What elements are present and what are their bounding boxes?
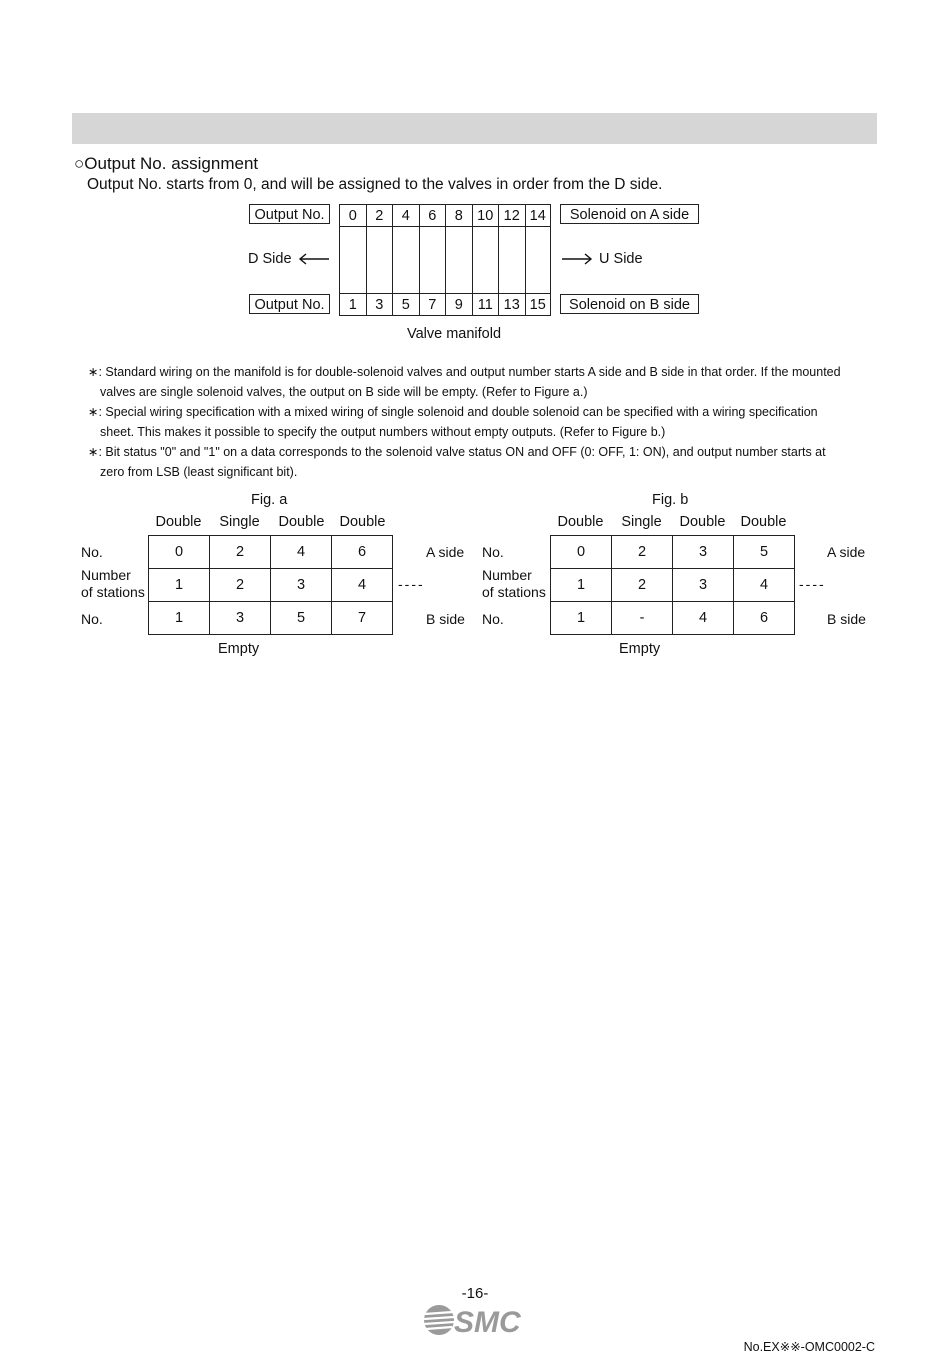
manifold-column [419, 204, 446, 316]
section-heading: ○Output No. assignment [74, 154, 259, 173]
smc-logo [422, 1303, 532, 1342]
manifold-output-a: 12 [499, 205, 525, 227]
fig-b-a-side: A side [827, 544, 866, 560]
manifold-output-b: 5 [393, 293, 419, 315]
fig-b-table [550, 535, 795, 635]
fig-a-s-2: 2 [210, 569, 271, 602]
page-number: -16- [461, 1285, 489, 1302]
fig-b-empty: Empty [619, 641, 661, 657]
manifold-column [366, 204, 393, 316]
fig-a-row-stations-2: of stations [81, 584, 145, 600]
fig-a-a-4: 6 [332, 536, 393, 569]
fig-a-b-3: 5 [271, 602, 332, 635]
note-1-line2: valves are single solenoid valves, the output on B side will be empty. (Refer to Figure a.) [100, 385, 588, 399]
fig-a-a-3: 4 [271, 536, 332, 569]
header-bar [72, 113, 877, 144]
fig-b-row-no-a: No. [482, 544, 504, 560]
fig-a-row-stations-1: Number [81, 567, 131, 583]
note-2-line1: ∗: Special wiring specification with a mixed wiring of single solenoid and double solenoid can be specified with a wiring specification [88, 405, 818, 419]
fig-b-row-stations [482, 567, 546, 601]
fig-b-row-stations-2: of stations [482, 584, 546, 600]
fig-b-type-4: Double [740, 514, 787, 530]
u-side-label [561, 251, 643, 267]
fig-a-b-4: 7 [332, 602, 393, 635]
fig-b-s-3: 3 [673, 569, 734, 602]
note-3 [88, 442, 878, 482]
output-label-top: Output No. [249, 204, 330, 224]
arrow-right-icon [561, 253, 593, 265]
note-1 [88, 362, 878, 402]
smc-logo-icon [422, 1303, 532, 1337]
document-number: No.EX※※-OMC0002-C [743, 1340, 875, 1354]
fig-b-row-stations-cells [551, 569, 795, 602]
manifold-output-a: 8 [446, 205, 472, 227]
manifold-output-b: 1 [340, 293, 366, 315]
d-side-text: D Side [248, 251, 292, 267]
fig-b-b-4: 6 [734, 602, 795, 635]
manifold-output-a: 4 [393, 205, 419, 227]
fig-b-s-1: 1 [551, 569, 612, 602]
fig-b-dashes: ---- [799, 576, 826, 592]
solenoid-b-label: Solenoid on B side [560, 294, 699, 314]
solenoid-a-label: Solenoid on A side [560, 204, 699, 224]
output-label-bottom: Output No. [249, 294, 330, 314]
fig-a-b-1: 1 [149, 602, 210, 635]
manifold-output-a: 6 [420, 205, 446, 227]
fig-a-s-3: 3 [271, 569, 332, 602]
fig-b-b-side: B side [827, 611, 866, 627]
smc-logo-text: SMC [454, 1306, 521, 1337]
note-2 [88, 402, 878, 442]
fig-b-b-2: - [612, 602, 673, 635]
d-side-label [248, 251, 330, 267]
fig-b-title: Fig. b [652, 492, 689, 508]
fig-a-b-2: 3 [210, 602, 271, 635]
u-side-text: U Side [599, 251, 643, 267]
fig-a-row-a [149, 536, 393, 569]
fig-a-a-2: 2 [210, 536, 271, 569]
note-3-line2: zero from LSB (least significant bit). [100, 465, 298, 479]
fig-a-s-1: 1 [149, 569, 210, 602]
fig-a-table [148, 535, 393, 635]
fig-b-b-1: 1 [551, 602, 612, 635]
fig-a-dashes: ---- [398, 576, 425, 592]
manifold-output-a: 14 [526, 205, 551, 227]
manifold-output-b: 3 [367, 293, 393, 315]
fig-b-a-3: 3 [673, 536, 734, 569]
fig-b-s-4: 4 [734, 569, 795, 602]
manifold-column [445, 204, 472, 316]
fig-b-row-a [551, 536, 795, 569]
fig-b-type-1: Double [557, 514, 604, 530]
fig-b-s-2: 2 [612, 569, 673, 602]
manifold-output-a: 10 [473, 205, 499, 227]
fig-a-row-stations-cells [149, 569, 393, 602]
fig-a-title: Fig. a [251, 492, 288, 508]
fig-b-type-3: Double [679, 514, 726, 530]
manifold-column [498, 204, 525, 316]
fig-a-row-no-a: No. [81, 544, 103, 560]
manifold-caption: Valve manifold [407, 326, 502, 342]
manifold-column [525, 204, 552, 316]
manifold-output-b: 9 [446, 293, 472, 315]
manifold-output-b: 15 [526, 293, 551, 315]
fig-b-type-2: Single [621, 514, 662, 530]
fig-a-type-1: Double [155, 514, 202, 530]
fig-a-b-side: B side [426, 611, 465, 627]
fig-b-a-4: 5 [734, 536, 795, 569]
fig-a-empty: Empty [218, 641, 260, 657]
fig-a-type-4: Double [339, 514, 386, 530]
note-2-line2: sheet. This makes it possible to specify the output numbers without empty outputs. (Refer to Figure b.) [100, 425, 666, 439]
manifold-output-b: 7 [420, 293, 446, 315]
fig-a-row-stations [81, 567, 145, 601]
manifold-column [472, 204, 499, 316]
fig-b-a-2: 2 [612, 536, 673, 569]
fig-a-type-2: Single [219, 514, 260, 530]
fig-a-row-no-b: No. [81, 611, 103, 627]
fig-a-s-4: 4 [332, 569, 393, 602]
fig-a-a-1: 0 [149, 536, 210, 569]
manifold-column [339, 204, 366, 316]
fig-b-row-b [551, 602, 795, 635]
arrow-left-icon [298, 253, 330, 265]
fig-a-type-3: Double [278, 514, 325, 530]
fig-b-row-no-b: No. [482, 611, 504, 627]
fig-a-row-b [149, 602, 393, 635]
manifold-column [392, 204, 419, 316]
fig-b-row-stations-1: Number [482, 567, 532, 583]
intro-text: Output No. starts from 0, and will be assigned to the valves in order from the D side. [87, 176, 663, 193]
manifold-output-a: 2 [367, 205, 393, 227]
fig-b-b-3: 4 [673, 602, 734, 635]
note-1-line1: ∗: Standard wiring on the manifold is for double-solenoid valves and output number starts A side and B side in that order. If the mounted [88, 365, 841, 379]
manifold-output-b: 11 [473, 293, 499, 315]
note-3-line1: ∗: Bit status "0" and "1" on a data corresponds to the solenoid valve status ON and OFF (0: OFF, 1: ON), and output number starts at [88, 445, 826, 459]
fig-b-a-1: 0 [551, 536, 612, 569]
fig-a-a-side: A side [426, 544, 465, 560]
manifold-output-a: 0 [340, 205, 366, 227]
manifold-output-b: 13 [499, 293, 525, 315]
